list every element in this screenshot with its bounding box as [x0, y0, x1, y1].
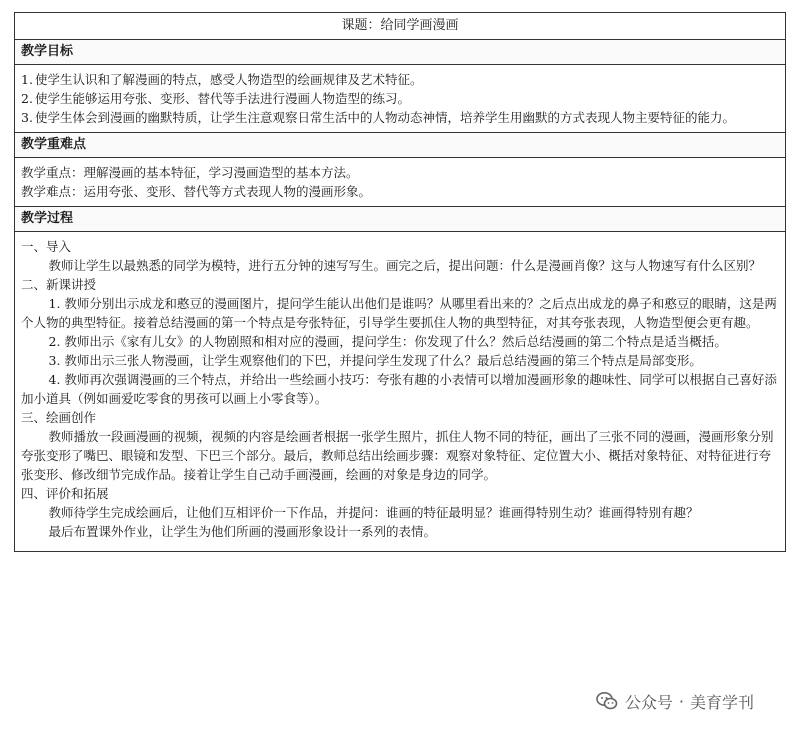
section-creation-title: 三、绘画创作	[21, 410, 97, 425]
goal-text: 使学生认识和了解漫画的特点，感受人物造型的绘画规律及艺术特征。	[35, 72, 423, 87]
lecture-step-4: 4. 教师再次强调漫画的三个特点，并给出一些绘画小技巧：夸张有趣的小表情可以增加漫画形象的趣味性、同学可以根据自己喜好添加小道具（例如画爱吃零食的男孩可以画上小零食等）。	[21, 372, 777, 406]
goal-item	[21, 108, 777, 127]
watermark-separator: ·	[678, 691, 684, 711]
section-intro-text: 教师让学生以最熟悉的同学为模特，进行五分钟的速写写生。画完之后，提出问题：什么是漫画肖像？这与人物速写有什么区别？	[48, 258, 762, 273]
goals-body	[15, 65, 785, 133]
lesson-plan-table	[14, 12, 786, 552]
section-homework-text: 最后布置课外作业，让学生为他们所画的漫画形象设计一系列的表情。	[48, 524, 437, 539]
lecture-step-2: 2. 教师出示《家有儿女》的人物剧照和相对应的漫画，提问学生：你发现了什么？然后总结漫画的第二个特点是适当概括。	[48, 334, 727, 349]
goal-text: 使学生体会到漫画的幽默特质，让学生注意观察日常生活中的人物动态神情，培养学生用幽默的方式表现人物主要特征的能力。	[35, 110, 736, 125]
process-body	[15, 232, 785, 551]
goals-heading: 教学目标	[15, 40, 785, 65]
keypoints-heading: 教学重难点	[15, 133, 785, 158]
goal-number: 1.	[21, 72, 33, 87]
teaching-difficulty: 教学难点：运用夸张、变形、替代等方式表现人物的漫画形象。	[21, 184, 372, 199]
lecture-step-1: 1. 教师分别出示成龙和憨豆的漫画图片，提问学生能认出他们是谁吗？从哪里看出来的？之后点出成龙的鼻子和憨豆的眼睛，这是两个人物的典型特征。接着总结漫画的第一个特点是夸张特征，引导学生要抓住人物的典型特征，对其夸张表现，人物造型便会更有趣。	[21, 296, 777, 330]
watermark-account: 美育学刊	[689, 692, 754, 712]
wechat-icon	[595, 689, 619, 713]
teaching-focus: 教学重点：理解漫画的基本特征，学习漫画造型的基本方法。	[21, 165, 359, 180]
watermark-label: 公众号	[624, 692, 673, 712]
process-heading: 教学过程	[15, 207, 785, 232]
lesson-title: 课题：给同学画漫画	[15, 13, 785, 40]
goal-item	[21, 89, 777, 108]
section-evaluation-text: 教师待学生完成绘画后，让他们互相评价一下作品，并提问：谁画的特征最明显？谁画得特别生动？谁画得特别有趣？	[48, 505, 699, 520]
goal-text: 使学生能够运用夸张、变形、替代等手法进行漫画人物造型的练习。	[35, 91, 411, 106]
section-creation-text: 教师播放一段画漫画的视频，视频的内容是绘画者根据一张学生照片，抓住人物不同的特征，画出了三张不同的漫画，漫画形象分别夸张变形了嘴巴、眼镜和发型、下巴三个部分。最后，教师总结出绘画步骤：观察对象特征、定位置大小、概括对象特征、对特征进行夸张变形、修改细节完成作品。接着让学生自己动手画漫画，绘画的对象是身边的同学。	[21, 429, 774, 482]
goal-number: 2.	[21, 91, 33, 106]
lecture-step-3: 3. 教师出示三张人物漫画，让学生观察他们的下巴，并提问学生发现了什么？最后总结漫画的第三个特点是局部变形。	[48, 353, 702, 368]
section-evaluation-title: 四、评价和拓展	[21, 486, 109, 501]
section-lecture-title: 二、新课讲授	[21, 277, 97, 292]
goal-number: 3.	[21, 110, 33, 125]
watermark	[589, 687, 760, 715]
section-intro-title: 一、导入	[21, 239, 72, 254]
keypoints-body	[15, 158, 785, 207]
goal-item	[21, 70, 777, 89]
